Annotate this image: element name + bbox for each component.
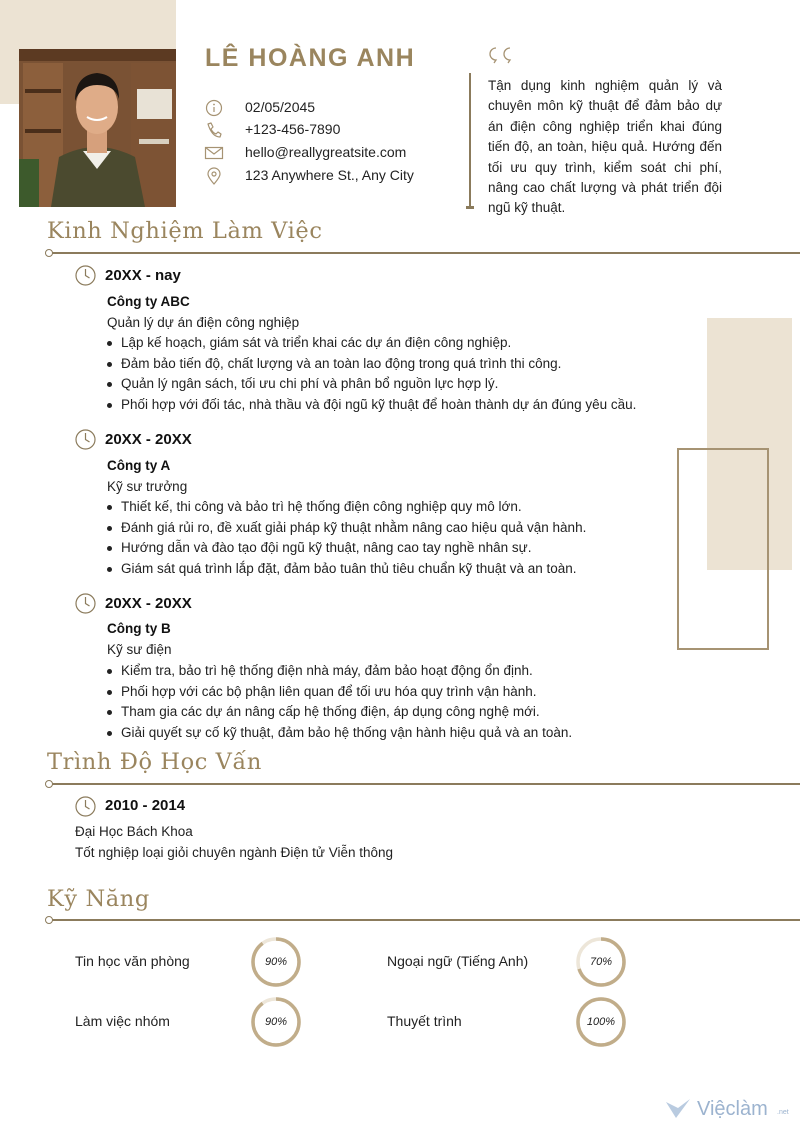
birthdate-text: 02/05/2045 <box>245 99 316 115</box>
profile-summary: Tận dụng kinh nghiệm quản lý và chuyên môn kỹ thuật để đảm bảo dự án điện công nghiệp triển khai đúng tiến độ, an toàn, hiệu quả. Hướng đến tối ưu quy trình, kiểm soát chi phí, nâng cao chất lượng và phát triển đội ngũ kỹ thuật. <box>488 78 722 216</box>
experience-divider <box>50 252 800 254</box>
skill-percent: 90% <box>264 956 288 968</box>
job-role: Kỹ sư điện <box>107 642 172 657</box>
decorative-right-outline <box>677 448 769 650</box>
education-divider <box>50 783 800 785</box>
job-task: Đảm bảo tiến độ, chất lượng và an toàn lao động trong quá trình thi công. <box>107 354 636 375</box>
clock-icon <box>75 429 96 450</box>
education-school: Đại Học Bách Khoa <box>75 824 193 839</box>
job-period: 20XX - 20XX <box>105 595 192 612</box>
job-task: Thiết kế, thi công và bảo trì hệ thống điện công nghiệp quy mô lớn. <box>107 497 586 518</box>
phone-text: +123-456-7890 <box>245 121 341 137</box>
skills-divider-dot <box>45 916 53 924</box>
email-text: hello@reallygreatsite.com <box>245 144 407 160</box>
job-task: Giám sát quá trình lắp đặt, đảm bảo tuân thủ tiêu chuẩn kỹ thuật và an toàn. <box>107 559 586 580</box>
profile-photo <box>19 49 176 207</box>
clock-icon <box>75 796 96 817</box>
job-task: Hướng dẫn và đào tạo đội ngũ kỹ thuật, nâng cao tay nghề nhân sự. <box>107 538 586 559</box>
job-company: Công ty B <box>107 621 171 636</box>
education-degree: Tốt nghiệp loại giỏi chuyên ngành Điện tử Viễn thông <box>75 845 394 860</box>
job-task: Đánh giá rủi ro, đề xuất giải pháp kỹ thuật nhằm nâng cao hiệu quả vận hành. <box>107 518 586 539</box>
skill-name: Làm việc nhóm <box>75 1013 170 1029</box>
brand-watermark: Việclàm <box>697 1098 768 1120</box>
job-task: Giải quyết sự cố kỹ thuật, đảm bảo hệ thống vận hành hiệu quả và an toàn. <box>107 723 572 744</box>
address-text: 123 Anywhere St., Any City <box>245 167 414 183</box>
skill-percent: 70% <box>589 956 613 968</box>
job-company: Công ty ABC <box>107 294 190 309</box>
job-task: Lập kế hoạch, giám sát và triển khai các dự án điện công nghiệp. <box>107 333 636 354</box>
phone-icon <box>204 121 224 139</box>
skills-title: Kỹ Năng <box>47 886 150 912</box>
mail-icon <box>204 144 224 162</box>
education-divider-dot <box>45 780 53 788</box>
job-company: Công ty A <box>107 458 171 473</box>
experience-title: Kinh Nghiệm Làm Việc <box>47 218 323 244</box>
job-role: Kỹ sư trưởng <box>107 479 188 494</box>
skill-percent: 100% <box>586 1016 616 1028</box>
info-icon <box>204 99 224 117</box>
job-task: Tham gia các dự án nâng cấp hệ thống điện, áp dụng công nghệ mới. <box>107 702 572 723</box>
experience-divider-dot <box>45 249 53 257</box>
skill-name: Thuyết trình <box>387 1013 462 1029</box>
clock-icon <box>75 265 96 286</box>
summary-divider <box>469 73 471 207</box>
quote-icon <box>488 46 520 64</box>
skill-name: Tin học văn phòng <box>75 953 190 969</box>
job-period: 20XX - nay <box>105 267 181 284</box>
job-task: Phối hợp với các bộ phận liên quan để tối ưu hóa quy trình vận hành. <box>107 682 572 703</box>
job-task: Quản lý ngân sách, tối ưu chi phí và phân bổ nguồn lực hợp lý. <box>107 374 636 395</box>
job-period: 20XX - 20XX <box>105 431 192 448</box>
brand-logo-icon <box>664 1096 692 1122</box>
skill-name: Ngoại ngữ (Tiếng Anh) <box>387 953 529 969</box>
summary-divider-end <box>466 206 474 209</box>
job-task: Phối hợp với đối tác, nhà thầu và đội ngũ kỹ thuật để hoàn thành dự án đúng yêu cầu. <box>107 395 636 416</box>
job-tasks <box>107 497 586 579</box>
job-role: Quản lý dự án điện công nghiệp <box>107 315 300 330</box>
skill-percent: 90% <box>264 1016 288 1028</box>
skills-divider <box>50 919 800 921</box>
education-period: 2010 - 2014 <box>105 797 186 814</box>
person-name: LÊ HOÀNG ANH <box>205 44 416 72</box>
brand-watermark-suffix: .net <box>777 1109 789 1116</box>
job-tasks <box>107 333 636 415</box>
clock-icon <box>75 593 96 614</box>
education-title: Trình Độ Học Vấn <box>47 749 263 775</box>
location-pin-icon <box>204 167 224 185</box>
job-task: Kiểm tra, bảo trì hệ thống điện nhà máy, đảm bảo hoạt động ổn định. <box>107 661 572 682</box>
job-tasks <box>107 661 572 743</box>
